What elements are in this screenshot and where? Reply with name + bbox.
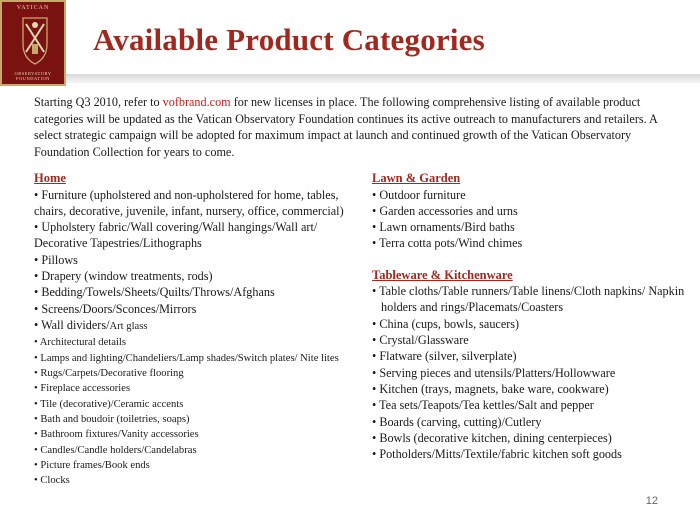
list-item: • Table cloths/Table runners/Table linens/Cloth napkins/ Napkin holders and rings/Placemats/Coasters [372, 284, 685, 315]
home-heading: Home [34, 171, 66, 185]
title-divider [66, 74, 700, 83]
tableware-list [372, 283, 692, 462]
home-list [34, 187, 364, 489]
list-item: • Architectural details [34, 337, 126, 349]
list-item [34, 317, 364, 335]
intro-paragraph [34, 94, 684, 160]
logo-bottom-line2: FOUNDATION [16, 76, 50, 81]
list-item: • Crystal/Glassware [372, 333, 469, 348]
list-item: • Picture frames/Book ends [34, 459, 150, 471]
lawn-garden-heading: Lawn & Garden [372, 171, 461, 185]
crossed-keys-icon [15, 14, 55, 66]
list-item: • Bedding/Towels/Sheets/Quilts/Throws/Afghans [34, 285, 275, 300]
list-item: • Bowls (decorative kitchen, dining centerpieces) [372, 430, 612, 445]
list-item: • Upholstery fabric/Wall covering/Wall hangings/Wall art/ Decorative Tapestries/Lithographs [34, 220, 318, 251]
list-item: • Clocks [34, 475, 70, 487]
list-item: • Lawn ornaments/Bird baths [372, 220, 515, 235]
logo-top-text: VATICAN [16, 5, 50, 11]
logo-bottom-line1: OBSERVATORY [14, 71, 52, 76]
section-gap [372, 252, 692, 267]
foundation-logo [0, 0, 66, 86]
list-item: • Terra cotta pots/Wind chimes [372, 236, 523, 251]
list-item: • Bath and boudoir (toiletries, soaps) [34, 413, 190, 425]
list-item: • Tile (decorative)/Ceramic accents [34, 398, 184, 410]
brand-link[interactable]: vofbrand.com [162, 95, 231, 109]
list-item: • Lamps and lighting/Chandeliers/Lamp shades/Switch plates/ Nite lites [34, 352, 339, 364]
list-item: • Rugs/Carpets/Decorative flooring [34, 367, 184, 379]
tableware-heading: Tableware & Kitchenware [372, 267, 513, 282]
art-glass-text: Art glass [109, 320, 148, 332]
list-item: • Kitchen (trays, magnets, bake ware, cookware) [372, 381, 609, 396]
list-item: • Pillows [34, 252, 78, 267]
list-item: • Screens/Doors/Sconces/Mirrors [34, 301, 197, 316]
intro-text-before: Starting Q3 2010, refer to [34, 95, 163, 109]
list-item: • Boards (carving, cutting)/Cutlery [372, 414, 542, 429]
list-item: • Serving pieces and utensils/Platters/Hollowware [372, 365, 616, 380]
right-column [372, 170, 692, 462]
page-title: Available Product Categories [93, 22, 485, 57]
list-item: • Flatware (silver, silverplate) [372, 349, 517, 364]
list-item: • Potholders/Mitts/Textile/fabric kitchen soft goods [372, 447, 622, 462]
list-item: • Tea sets/Teapots/Tea kettles/Salt and pepper [372, 398, 594, 413]
intro-text-after: for new licenses in place. The following comprehensive listing of available product categories will be updated as the Vatican Observatory Foundation continues its active outreach to manufacturers and retailers. A select strategic campaign will be adopted for maximum impact at launch and continued growth of the Vatican Observatory Foundation Collection for years to come. [34, 95, 658, 159]
list-item: • Outdoor furniture [372, 187, 466, 202]
home-column [34, 170, 364, 489]
logo-bottom-text [2, 71, 64, 81]
list-item: • Garden accessories and urns [372, 203, 518, 218]
list-item: • Furniture (upholstered and non-upholstered for home, tables, chairs, decorative, juvenile, infant, nursery, office, commercial) [34, 187, 344, 218]
list-item: • China (cups, bowls, saucers) [372, 316, 520, 331]
page-number: 12 [645, 495, 658, 507]
list-item: • Drapery (window treatments, rods) [34, 268, 213, 283]
list-item: • Bathroom fixtures/Vanity accessories [34, 429, 199, 441]
list-item: • Candles/Candle holders/Candelabras [34, 444, 197, 456]
list-item: • Fireplace accessories [34, 383, 131, 395]
wall-dividers-text: • Wall dividers/ [34, 317, 110, 332]
lawn-garden-list [372, 187, 692, 252]
